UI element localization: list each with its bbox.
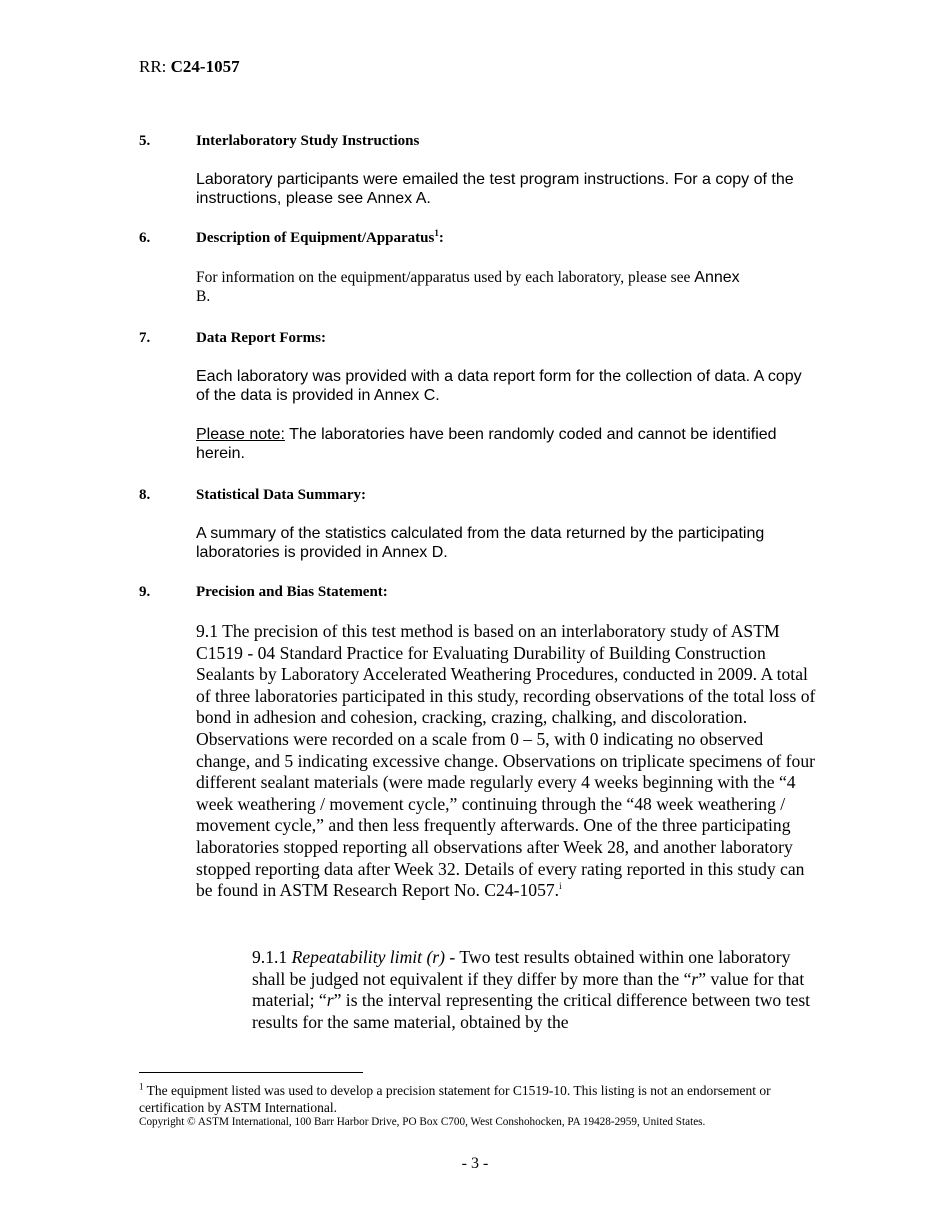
copyright-line: Copyright © ASTM International, 100 Barr Harbor Drive, PO Box C700, West Conshohocken, PA 19428-2959, United States.: [139, 1116, 706, 1128]
section-body: For information on the equipment/apparatus used by each laboratory, please see Annex B.: [196, 269, 740, 305]
paragraph-9-1: 9.1 The precision of this test method is based on an interlaboratory study of ASTM C1519 - 04 Standard Practice for Evaluating Durability of Building Construction Sealants by Laboratory Accelerated Weathering Procedures, conducted in 2009. A total of three laboratories participated in this study, recording observations of the total loss of bond in adhesion and cohesion, cracking, crazing, chalking, and discoloration. Observations were recorded on a scale from 0 – 5, with 0 indicating no observed change, and 5 indicating excessive change. Observations on triplicate specimens of four different sealant materials (were made regularly every 4 weeks beginning with the “4 week weathering / movement cycle,” continuing through the “48 week weathering / movement cycle,” and then less frequently afterwards. One of the three participating laboratories stopped reporting all observations after Week 28, and another laboratory stopped reporting data after Week 32. Details of every rating reported in this study can be found in ASTM Research Report No. C24-1057.$^i$: [196, 621, 816, 901]
section-7: [139, 330, 819, 463]
paragraph-9-1-1: 9.1.1 Repeatability limit (r) - Two test results obtained within one laboratory shall be judged not equivalent if they differ by more than the “r” value for that material; “r” is the interval representing the critical difference between two test results for the same material, obtained by the: [252, 947, 811, 1032]
section-8: [139, 487, 819, 562]
section-number: 6.: [139, 230, 151, 246]
section-number: 7.: [139, 330, 151, 346]
section-body: Each laboratory was provided with a data report form for the collection of data. A copy of the data is provided in Annex C.: [196, 368, 802, 404]
section-body: A summary of the statistics calculated from the data returned by the participating laboratories is provided in Annex D.: [196, 525, 765, 561]
section-note: [196, 425, 819, 463]
footnote-ref: 1: [434, 228, 439, 238]
note-body: The laboratories have been randomly coded and cannot be identified herein.: [196, 426, 777, 462]
section-number: 8.: [139, 487, 151, 503]
section-5: [139, 133, 819, 208]
header-prefix: RR:: [139, 57, 167, 76]
repeatability-term: Repeatability limit (r) -: [291, 947, 456, 967]
header-code: C24-1057: [170, 57, 240, 76]
section-number: 9.: [139, 584, 151, 600]
endnote-ref: i: [559, 881, 562, 892]
footnote-divider: [139, 1072, 363, 1073]
report-header: [139, 57, 240, 77]
note-label: Please note:: [196, 426, 285, 443]
section-body: Laboratory participants were emailed the test program instructions. For a copy of the instructions, please see Annex A.: [196, 171, 794, 207]
section-6: [139, 230, 819, 306]
section-title: Data Report Forms:: [196, 330, 326, 346]
footnote-text: The equipment listed was used to develop a precision statement for C1519-10. This listing is not an endorsement or certification by ASTM International.: [139, 1083, 771, 1115]
section-title: Statistical Data Summary:: [196, 487, 366, 503]
section-title: Interlaboratory Study Instructions: [196, 133, 420, 149]
section-title: Description of Equipment/Apparatus$^1$:: [196, 228, 444, 246]
footnote-mark: 1: [139, 1081, 144, 1092]
section-title: Precision and Bias Statement:: [196, 584, 388, 600]
page-number: - 3 -: [461, 1155, 489, 1172]
footnote: [139, 1082, 819, 1116]
section-number: 5.: [139, 133, 151, 149]
section-9: [139, 584, 819, 902]
